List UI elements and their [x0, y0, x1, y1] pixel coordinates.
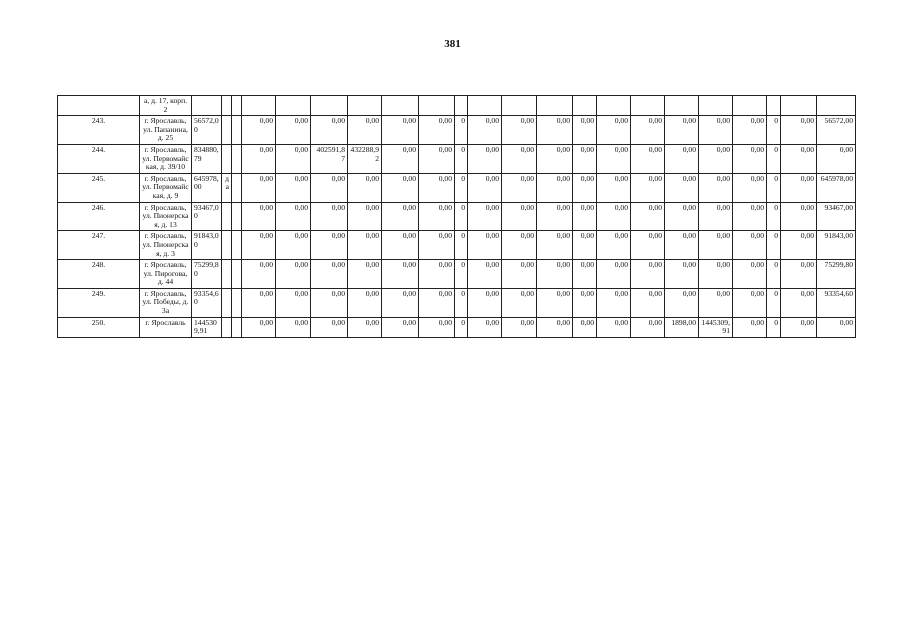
- value-cell: 0,00: [781, 173, 817, 202]
- row-number: 246.: [58, 202, 140, 231]
- table-row: [58, 173, 856, 202]
- value-cell: 0,00: [573, 173, 597, 202]
- value-cell: 0,00: [631, 173, 665, 202]
- address-cell: г. Ярославль, ул. Победы, д. 3а: [140, 288, 192, 317]
- total-cost-cell: 75299,80: [192, 260, 222, 289]
- address-cell: г. Ярославль, ул. Пионерская, д. 13: [140, 202, 192, 231]
- value-cell: 0,00: [419, 144, 455, 173]
- value-cell: 0,00: [597, 202, 631, 231]
- value-cell: 0,00: [242, 173, 276, 202]
- value-cell: 0,00: [631, 144, 665, 173]
- value-cell: 0,00: [781, 202, 817, 231]
- value-cell: 0: [455, 202, 468, 231]
- value-cell: 0,00: [699, 144, 733, 173]
- table-row: [58, 202, 856, 231]
- flag-cell: [222, 260, 232, 289]
- value-cell: [311, 96, 348, 116]
- value-cell: 0: [455, 260, 468, 289]
- value-cell: 0,00: [537, 317, 573, 337]
- value-cell: 432288,92: [348, 144, 382, 173]
- value-cell: 0,00: [665, 231, 699, 260]
- value-cell: 0,00: [419, 202, 455, 231]
- value-cell: [733, 96, 767, 116]
- flag-cell: [222, 144, 232, 173]
- value-cell: 0,00: [419, 317, 455, 337]
- value-cell: 0,00: [419, 288, 455, 317]
- value-cell: 0,00: [631, 231, 665, 260]
- row-number: 244.: [58, 144, 140, 173]
- table-row: [58, 260, 856, 289]
- value-cell: 645978,00: [817, 173, 856, 202]
- table-row: [58, 116, 856, 145]
- value-cell: 0,00: [311, 288, 348, 317]
- value-cell: 0: [455, 116, 468, 145]
- value-cell: 0,00: [631, 288, 665, 317]
- value-cell: [468, 96, 502, 116]
- empty-cell: [232, 96, 242, 116]
- value-cell: 0,00: [699, 231, 733, 260]
- value-cell: 0,00: [781, 144, 817, 173]
- value-cell: 0,00: [242, 231, 276, 260]
- value-cell: 0,00: [781, 317, 817, 337]
- capital-repair-table: [57, 95, 856, 338]
- total-cost-cell: 645978,00: [192, 173, 222, 202]
- value-cell: [573, 96, 597, 116]
- empty-cell: [232, 202, 242, 231]
- value-cell: 0: [767, 260, 781, 289]
- value-cell: 0,00: [276, 231, 311, 260]
- row-number: 243.: [58, 116, 140, 145]
- value-cell: 0,00: [537, 116, 573, 145]
- value-cell: 0,00: [242, 144, 276, 173]
- address-cell: г. Ярославль, ул. Первомайская, д. 39/10: [140, 144, 192, 173]
- value-cell: 0,00: [502, 288, 537, 317]
- value-cell: [276, 96, 311, 116]
- value-cell: [455, 96, 468, 116]
- table-row: [58, 288, 856, 317]
- value-cell: 0,00: [597, 173, 631, 202]
- flag-cell: [222, 317, 232, 337]
- total-cost-cell: 56572,00: [192, 116, 222, 145]
- value-cell: 0,00: [242, 288, 276, 317]
- value-cell: 0: [767, 116, 781, 145]
- value-cell: 0,00: [382, 173, 419, 202]
- value-cell: 0,00: [665, 144, 699, 173]
- value-cell: 0,00: [419, 260, 455, 289]
- value-cell: 0,00: [382, 288, 419, 317]
- empty-cell: [232, 116, 242, 145]
- table-body: [58, 96, 856, 338]
- value-cell: 0,00: [311, 173, 348, 202]
- value-cell: 0,00: [665, 116, 699, 145]
- value-cell: 0,00: [573, 260, 597, 289]
- row-number: 248.: [58, 260, 140, 289]
- value-cell: 0,00: [573, 317, 597, 337]
- value-cell: 0,00: [817, 317, 856, 337]
- value-cell: 0,00: [311, 317, 348, 337]
- value-cell: 0,00: [276, 173, 311, 202]
- value-cell: 0,00: [502, 231, 537, 260]
- value-cell: 1445309,91: [699, 317, 733, 337]
- value-cell: 0,00: [573, 116, 597, 145]
- value-cell: 0,00: [631, 317, 665, 337]
- value-cell: [767, 96, 781, 116]
- value-cell: 0,00: [276, 260, 311, 289]
- total-cost-cell: 834880,79: [192, 144, 222, 173]
- value-cell: 0,00: [733, 144, 767, 173]
- value-cell: 91843,00: [817, 231, 856, 260]
- empty-cell: [232, 317, 242, 337]
- value-cell: 0: [455, 288, 468, 317]
- value-cell: 0,00: [573, 144, 597, 173]
- value-cell: [382, 96, 419, 116]
- value-cell: 0,00: [597, 144, 631, 173]
- table-row: [58, 317, 856, 337]
- value-cell: 0: [767, 231, 781, 260]
- value-cell: 0,00: [311, 260, 348, 289]
- value-cell: 0,00: [348, 173, 382, 202]
- value-cell: 0,00: [699, 202, 733, 231]
- value-cell: 0,00: [665, 202, 699, 231]
- value-cell: 0,00: [537, 202, 573, 231]
- value-cell: 0,00: [311, 202, 348, 231]
- row-number: 250.: [58, 317, 140, 337]
- value-cell: 0,00: [597, 231, 631, 260]
- value-cell: 0,00: [781, 231, 817, 260]
- value-cell: [817, 96, 856, 116]
- value-cell: 0: [767, 288, 781, 317]
- value-cell: 0,00: [573, 288, 597, 317]
- value-cell: 0,00: [597, 260, 631, 289]
- value-cell: [242, 96, 276, 116]
- address-cell: а, д. 17, корп. 2: [140, 96, 192, 116]
- address-cell: г. Ярославль, ул. Пионерская, д. 3: [140, 231, 192, 260]
- value-cell: 0,00: [502, 260, 537, 289]
- flag-cell: [222, 288, 232, 317]
- value-cell: 0,00: [733, 202, 767, 231]
- value-cell: 0,00: [419, 231, 455, 260]
- value-cell: 0,00: [502, 173, 537, 202]
- value-cell: [597, 96, 631, 116]
- total-cost-cell: 1445309,91: [192, 317, 222, 337]
- value-cell: 0,00: [733, 288, 767, 317]
- address-cell: г. Ярославль, ул. Первомайская, д. 9: [140, 173, 192, 202]
- flag-cell: [222, 231, 232, 260]
- value-cell: 0,00: [631, 260, 665, 289]
- value-cell: 0,00: [817, 144, 856, 173]
- value-cell: 0,00: [781, 260, 817, 289]
- value-cell: 0,00: [631, 202, 665, 231]
- value-cell: 0: [767, 202, 781, 231]
- table-row: [58, 96, 856, 116]
- value-cell: 0,00: [382, 116, 419, 145]
- value-cell: 0,00: [699, 260, 733, 289]
- value-cell: 1898,00: [665, 317, 699, 337]
- value-cell: 0,00: [468, 173, 502, 202]
- value-cell: 0,00: [348, 202, 382, 231]
- value-cell: 0,00: [699, 116, 733, 145]
- value-cell: 0,00: [573, 202, 597, 231]
- row-number: 249.: [58, 288, 140, 317]
- value-cell: 0,00: [733, 317, 767, 337]
- value-cell: 0: [767, 317, 781, 337]
- value-cell: 0,00: [468, 116, 502, 145]
- value-cell: 0,00: [382, 144, 419, 173]
- value-cell: 0,00: [781, 116, 817, 145]
- value-cell: 0,00: [537, 231, 573, 260]
- flag-cell: [222, 116, 232, 145]
- value-cell: 93467,00: [817, 202, 856, 231]
- value-cell: 0,00: [537, 260, 573, 289]
- value-cell: 0,00: [348, 116, 382, 145]
- value-cell: 0,00: [468, 260, 502, 289]
- value-cell: 56572,00: [817, 116, 856, 145]
- value-cell: 0,00: [665, 260, 699, 289]
- row-number: 245.: [58, 173, 140, 202]
- value-cell: 0: [455, 317, 468, 337]
- total-cost-cell: [192, 96, 222, 116]
- value-cell: 0,00: [311, 231, 348, 260]
- value-cell: 0,00: [242, 202, 276, 231]
- value-cell: 0: [455, 173, 468, 202]
- total-cost-cell: 91843,00: [192, 231, 222, 260]
- empty-cell: [232, 173, 242, 202]
- flag-cell: да: [222, 173, 232, 202]
- value-cell: 0,00: [537, 288, 573, 317]
- value-cell: 0,00: [276, 116, 311, 145]
- value-cell: 0,00: [597, 116, 631, 145]
- value-cell: 0,00: [382, 317, 419, 337]
- empty-cell: [232, 260, 242, 289]
- value-cell: 0,00: [597, 317, 631, 337]
- row-number: 247.: [58, 231, 140, 260]
- value-cell: 0,00: [348, 288, 382, 317]
- value-cell: 0,00: [468, 202, 502, 231]
- value-cell: 75299,80: [817, 260, 856, 289]
- value-cell: 0,00: [276, 202, 311, 231]
- value-cell: 0,00: [468, 317, 502, 337]
- value-cell: 0,00: [468, 288, 502, 317]
- value-cell: 0,00: [276, 317, 311, 337]
- empty-cell: [232, 288, 242, 317]
- value-cell: 0: [767, 144, 781, 173]
- value-cell: [699, 96, 733, 116]
- value-cell: [502, 96, 537, 116]
- value-cell: 0,00: [502, 317, 537, 337]
- value-cell: 0,00: [242, 116, 276, 145]
- value-cell: 0,00: [733, 116, 767, 145]
- value-cell: 0,00: [665, 173, 699, 202]
- value-cell: 0,00: [733, 260, 767, 289]
- value-cell: 402591,87: [311, 144, 348, 173]
- value-cell: 0,00: [242, 317, 276, 337]
- value-cell: 0,00: [537, 173, 573, 202]
- flag-cell: [222, 202, 232, 231]
- flag-cell: [222, 96, 232, 116]
- value-cell: 0,00: [699, 173, 733, 202]
- value-cell: 0,00: [733, 173, 767, 202]
- empty-cell: [232, 231, 242, 260]
- value-cell: 0,00: [573, 231, 597, 260]
- value-cell: 0,00: [699, 288, 733, 317]
- empty-cell: [232, 144, 242, 173]
- total-cost-cell: 93467,00: [192, 202, 222, 231]
- page-number: 381: [444, 38, 461, 50]
- address-cell: г. Ярославль, ул. Папанина, д. 25: [140, 116, 192, 145]
- value-cell: 0,00: [419, 173, 455, 202]
- value-cell: [781, 96, 817, 116]
- value-cell: 0: [767, 173, 781, 202]
- value-cell: 0,00: [382, 260, 419, 289]
- value-cell: 0,00: [502, 144, 537, 173]
- table-row: [58, 231, 856, 260]
- value-cell: 0: [455, 144, 468, 173]
- value-cell: 0,00: [665, 288, 699, 317]
- value-cell: 0,00: [348, 260, 382, 289]
- value-cell: [348, 96, 382, 116]
- value-cell: 0,00: [242, 260, 276, 289]
- value-cell: 0,00: [311, 116, 348, 145]
- table-row: [58, 144, 856, 173]
- value-cell: [537, 96, 573, 116]
- value-cell: 0,00: [597, 288, 631, 317]
- row-number: [58, 96, 140, 116]
- address-cell: г. Ярославль: [140, 317, 192, 337]
- value-cell: 0,00: [468, 231, 502, 260]
- value-cell: 0,00: [419, 116, 455, 145]
- value-cell: 0,00: [468, 144, 502, 173]
- value-cell: 93354,60: [817, 288, 856, 317]
- value-cell: 0,00: [537, 144, 573, 173]
- value-cell: 0,00: [276, 144, 311, 173]
- value-cell: [419, 96, 455, 116]
- value-cell: 0,00: [348, 317, 382, 337]
- value-cell: [665, 96, 699, 116]
- value-cell: 0,00: [382, 231, 419, 260]
- value-cell: [631, 96, 665, 116]
- total-cost-cell: 93354,60: [192, 288, 222, 317]
- value-cell: 0,00: [502, 202, 537, 231]
- value-cell: 0,00: [382, 202, 419, 231]
- value-cell: 0,00: [276, 288, 311, 317]
- value-cell: 0,00: [348, 231, 382, 260]
- address-cell: г. Ярославль, ул. Пирогова, д. 44: [140, 260, 192, 289]
- value-cell: 0,00: [502, 116, 537, 145]
- value-cell: 0,00: [631, 116, 665, 145]
- value-cell: 0,00: [781, 288, 817, 317]
- value-cell: 0: [455, 231, 468, 260]
- value-cell: 0,00: [733, 231, 767, 260]
